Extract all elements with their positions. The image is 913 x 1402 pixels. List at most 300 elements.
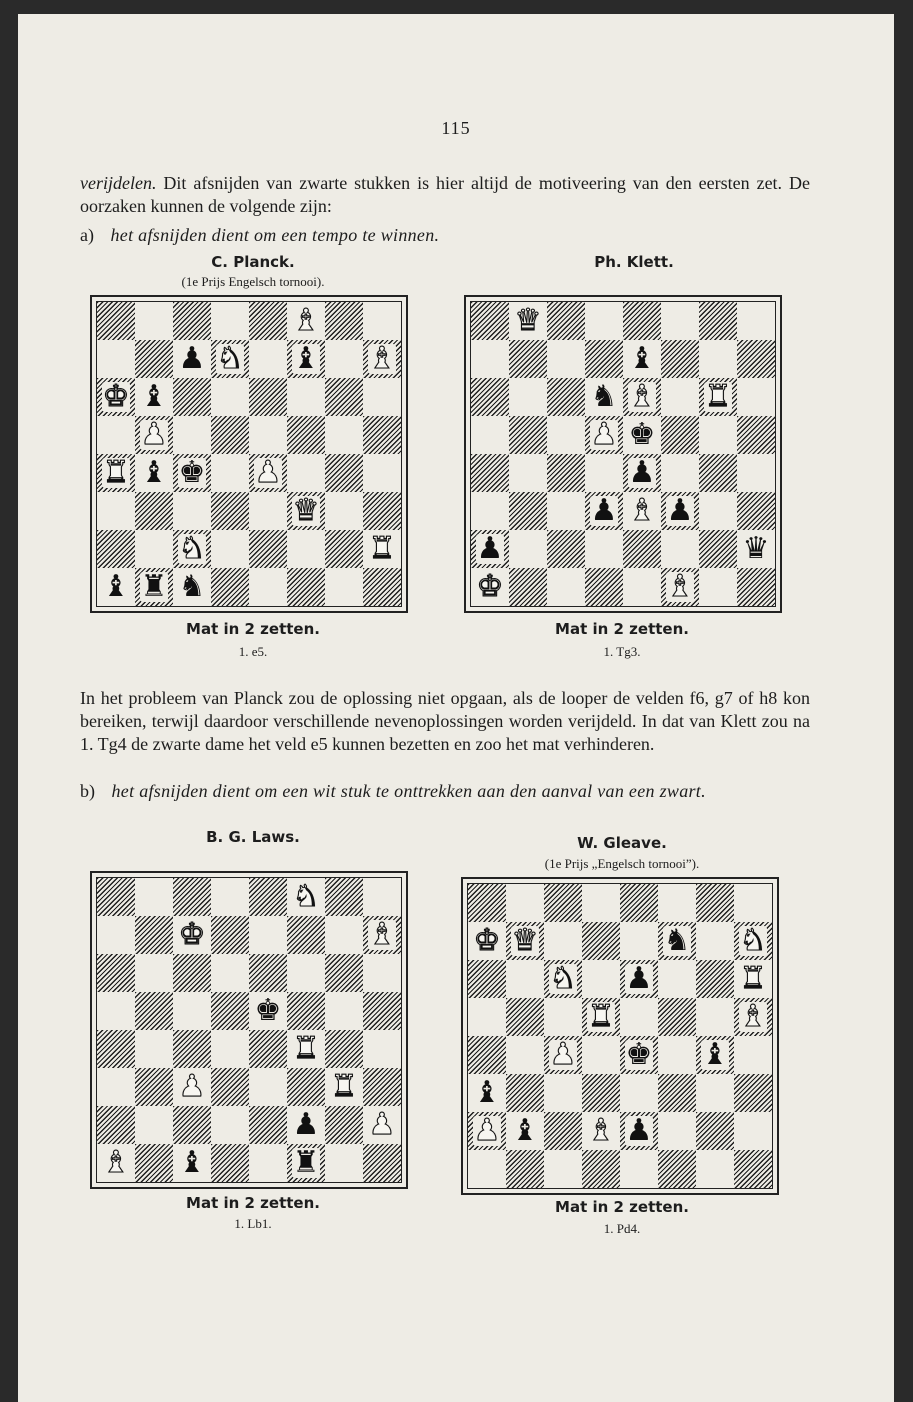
square-c7 (173, 916, 211, 954)
square-d4 (211, 1030, 249, 1068)
item-a (80, 224, 439, 247)
square-h3 (734, 1074, 772, 1112)
problem-4-board (467, 883, 773, 1189)
black-bishop-icon: ♝ (140, 455, 168, 490)
problem-4-solution: 1. Pd4. (603, 1221, 641, 1236)
square-h7 (363, 340, 401, 378)
square-e1 (249, 568, 287, 606)
page-number: 115 (441, 118, 471, 138)
problem-4-board-frame (461, 877, 779, 1195)
square-a5 (471, 416, 509, 454)
square-h4 (363, 1030, 401, 1068)
white-rook-icon: ♜ (330, 1069, 358, 1104)
square-b6 (509, 378, 547, 416)
square-b6 (135, 378, 173, 416)
problem-2-board-frame (464, 295, 782, 613)
white-king-icon: ♚ (102, 379, 130, 414)
square-h6 (734, 960, 772, 998)
square-f2 (287, 1106, 325, 1144)
square-f3 (287, 1068, 325, 1106)
square-h3 (737, 492, 775, 530)
square-f8 (287, 302, 325, 340)
square-a7 (468, 922, 506, 960)
square-d2 (211, 530, 249, 568)
square-d1 (211, 1144, 249, 1182)
square-e7 (623, 340, 661, 378)
square-c2 (173, 530, 211, 568)
square-d8 (585, 302, 623, 340)
square-d5 (585, 416, 623, 454)
square-b1 (135, 568, 173, 606)
square-g2 (325, 530, 363, 568)
square-a6 (97, 954, 135, 992)
square-h6 (737, 378, 775, 416)
square-e3 (623, 492, 661, 530)
square-c3 (544, 1074, 582, 1112)
square-b4 (509, 454, 547, 492)
square-e4 (249, 1030, 287, 1068)
square-h8 (363, 302, 401, 340)
square-f2 (287, 530, 325, 568)
item-a-text: het afsnijden dient om een tempo te winnen. (110, 225, 440, 245)
problem-2-solution: 1. Tg3. (603, 644, 641, 659)
square-f8 (658, 884, 696, 922)
square-c3 (173, 492, 211, 530)
square-c8 (173, 302, 211, 340)
square-d3 (582, 1074, 620, 1112)
square-f4 (658, 1036, 696, 1074)
black-queen-icon: ♛ (742, 531, 770, 566)
black-king-icon: ♚ (254, 993, 282, 1028)
black-bishop-icon: ♝ (473, 1075, 501, 1110)
square-a5 (468, 998, 506, 1036)
square-d6 (585, 378, 623, 416)
square-f8 (287, 878, 325, 916)
square-c2 (173, 1106, 211, 1144)
square-h7 (734, 922, 772, 960)
square-a2 (97, 530, 135, 568)
square-g8 (325, 302, 363, 340)
square-d6 (211, 954, 249, 992)
square-g6 (699, 378, 737, 416)
problem-3-caption: Mat in 2 zetten. (186, 1194, 320, 1212)
square-h2 (737, 530, 775, 568)
square-a5 (97, 992, 135, 1030)
square-c4 (173, 454, 211, 492)
black-pawn-icon: ♟ (666, 493, 694, 528)
square-b7 (506, 922, 544, 960)
square-b8 (506, 884, 544, 922)
square-b3 (506, 1074, 544, 1112)
square-d1 (582, 1150, 620, 1188)
square-c4 (547, 454, 585, 492)
square-d6 (582, 960, 620, 998)
square-e2 (249, 1106, 287, 1144)
square-h3 (363, 1068, 401, 1106)
square-d8 (211, 302, 249, 340)
square-g5 (325, 992, 363, 1030)
white-rook-icon: ♜ (704, 379, 732, 414)
white-pawn-icon: ♟ (549, 1037, 577, 1072)
square-d7 (211, 916, 249, 954)
problem-4-author: W. Gleave. (577, 834, 667, 852)
square-b8 (135, 302, 173, 340)
square-c7 (173, 340, 211, 378)
square-c7 (547, 340, 585, 378)
square-a4 (471, 454, 509, 492)
problem-3-solution: 1. Lb1. (234, 1216, 272, 1231)
black-pawn-icon: ♟ (628, 455, 656, 490)
square-e2 (620, 1112, 658, 1150)
square-e5 (249, 992, 287, 1030)
square-h2 (363, 1106, 401, 1144)
square-c6 (173, 378, 211, 416)
square-e6 (249, 954, 287, 992)
square-f7 (658, 922, 696, 960)
item-b-label: b) (80, 781, 95, 801)
white-rook-icon: ♜ (102, 455, 130, 490)
square-h1 (363, 568, 401, 606)
square-g4 (325, 454, 363, 492)
square-f6 (661, 378, 699, 416)
white-pawn-icon: ♟ (473, 1113, 501, 1148)
square-d8 (582, 884, 620, 922)
square-e6 (620, 960, 658, 998)
white-rook-icon: ♜ (587, 999, 615, 1034)
square-b8 (135, 878, 173, 916)
square-b5 (506, 998, 544, 1036)
black-king-icon: ♚ (178, 455, 206, 490)
square-c4 (173, 1030, 211, 1068)
square-a2 (471, 530, 509, 568)
problem-3-author: B. G. Laws. (206, 828, 300, 846)
square-g2 (696, 1112, 734, 1150)
square-a4 (97, 454, 135, 492)
square-c3 (547, 492, 585, 530)
square-c5 (173, 992, 211, 1030)
problem-1-solution: 1. e5. (238, 644, 268, 659)
square-a6 (97, 378, 135, 416)
problem-1-author: C. Planck. (211, 253, 295, 271)
black-bishop-icon: ♝ (292, 341, 320, 376)
square-h4 (363, 454, 401, 492)
square-f3 (661, 492, 699, 530)
white-queen-icon: ♛ (514, 303, 542, 338)
square-c1 (547, 568, 585, 606)
black-pawn-icon: ♟ (178, 341, 206, 376)
white-knight-icon: ♞ (216, 341, 244, 376)
square-g1 (325, 1144, 363, 1182)
square-a6 (471, 378, 509, 416)
white-queen-icon: ♛ (511, 923, 539, 958)
black-knight-icon: ♞ (178, 569, 206, 604)
square-d3 (211, 1068, 249, 1106)
square-g7 (699, 340, 737, 378)
white-bishop-icon: ♝ (102, 1145, 130, 1180)
square-d7 (582, 922, 620, 960)
square-h2 (734, 1112, 772, 1150)
square-g8 (699, 302, 737, 340)
black-bishop-icon: ♝ (628, 341, 656, 376)
square-b5 (135, 416, 173, 454)
white-pawn-icon: ♟ (590, 417, 618, 452)
square-e5 (623, 416, 661, 454)
square-h4 (734, 1036, 772, 1074)
book-page (18, 14, 894, 1402)
square-a3 (97, 492, 135, 530)
square-c4 (544, 1036, 582, 1074)
white-bishop-icon: ♝ (368, 917, 396, 952)
square-d1 (211, 568, 249, 606)
square-h8 (363, 878, 401, 916)
black-pawn-icon: ♟ (292, 1107, 320, 1142)
square-f4 (661, 454, 699, 492)
square-d4 (211, 454, 249, 492)
square-f6 (287, 378, 325, 416)
square-d5 (582, 998, 620, 1036)
square-h6 (363, 378, 401, 416)
square-e8 (620, 884, 658, 922)
square-c5 (547, 416, 585, 454)
square-g3 (325, 492, 363, 530)
white-knight-icon: ♞ (178, 531, 206, 566)
intro-text: Dit afsnijden van zwarte stukken is hier altijd de motiveering van den eersten zet. De oorzaken kunnen de volgende zijn: (80, 173, 810, 216)
black-rook-icon: ♜ (292, 1145, 320, 1180)
square-f5 (661, 416, 699, 454)
square-b6 (135, 954, 173, 992)
square-f4 (287, 1030, 325, 1068)
square-g4 (699, 454, 737, 492)
square-b7 (135, 340, 173, 378)
square-f1 (287, 568, 325, 606)
square-c1 (173, 1144, 211, 1182)
square-g7 (696, 922, 734, 960)
square-b3 (509, 492, 547, 530)
square-g4 (696, 1036, 734, 1074)
square-h1 (363, 1144, 401, 1182)
square-h5 (363, 992, 401, 1030)
white-bishop-icon: ♝ (292, 303, 320, 338)
square-g1 (696, 1150, 734, 1188)
black-pawn-icon: ♟ (476, 531, 504, 566)
white-king-icon: ♚ (476, 569, 504, 604)
white-queen-icon: ♛ (292, 493, 320, 528)
square-g3 (696, 1074, 734, 1112)
square-g2 (699, 530, 737, 568)
black-pawn-icon: ♟ (625, 1113, 653, 1148)
square-b2 (509, 530, 547, 568)
problem-2-author: Ph. Klett. (594, 253, 674, 271)
square-h5 (737, 416, 775, 454)
square-d4 (582, 1036, 620, 1074)
square-b4 (135, 454, 173, 492)
square-c2 (544, 1112, 582, 1150)
white-rook-icon: ♜ (292, 1031, 320, 1066)
square-b1 (509, 568, 547, 606)
problem-3-board (96, 877, 402, 1183)
black-king-icon: ♚ (625, 1037, 653, 1072)
square-g7 (325, 916, 363, 954)
square-a7 (97, 916, 135, 954)
square-d5 (211, 992, 249, 1030)
square-d2 (582, 1112, 620, 1150)
square-g2 (325, 1106, 363, 1144)
white-pawn-icon: ♟ (178, 1069, 206, 1104)
square-h8 (737, 302, 775, 340)
square-d8 (211, 878, 249, 916)
problem-1-caption: Mat in 2 zetten. (186, 620, 320, 638)
problem-4-subtitle: (1e Prijs „Engelsch tornooi”). (544, 856, 700, 871)
square-a3 (471, 492, 509, 530)
square-b6 (506, 960, 544, 998)
square-f1 (658, 1150, 696, 1188)
square-e4 (620, 1036, 658, 1074)
white-knight-icon: ♞ (739, 923, 767, 958)
square-b3 (135, 1068, 173, 1106)
intro-first-word: verijdelen. (80, 173, 157, 193)
black-rook-icon: ♜ (140, 569, 168, 604)
square-h5 (363, 416, 401, 454)
square-e3 (620, 1074, 658, 1112)
square-h3 (363, 492, 401, 530)
black-king-icon: ♚ (628, 417, 656, 452)
item-a-label: a) (80, 225, 94, 245)
square-h7 (737, 340, 775, 378)
item-b (80, 780, 706, 803)
square-g3 (699, 492, 737, 530)
square-d6 (211, 378, 249, 416)
square-e2 (623, 530, 661, 568)
square-b1 (135, 1144, 173, 1182)
square-g3 (325, 1068, 363, 1106)
square-g6 (696, 960, 734, 998)
square-g1 (699, 568, 737, 606)
problem-1-board (96, 301, 402, 607)
square-b8 (509, 302, 547, 340)
square-f2 (658, 1112, 696, 1150)
square-c8 (544, 884, 582, 922)
middle-paragraph: In het probleem van Planck zou de oplossing niet opgaan, als de looper de velden f6, g7 of h8 kon bereiken, terwijl daardoor verschillende nevenoplossingen worden verijdeld. In dat van Klett zou na 1. Tg4 de zwarte dame het veld e5 kunnen bezetten en zoo het mat verhinderen. (80, 688, 810, 754)
white-pawn-icon: ♟ (368, 1107, 396, 1142)
square-e1 (249, 1144, 287, 1182)
square-f8 (661, 302, 699, 340)
square-c7 (544, 922, 582, 960)
square-e7 (620, 922, 658, 960)
square-f4 (287, 454, 325, 492)
white-rook-icon: ♜ (368, 531, 396, 566)
square-a2 (97, 1106, 135, 1144)
square-h8 (734, 884, 772, 922)
square-f7 (287, 340, 325, 378)
square-b3 (135, 492, 173, 530)
square-b1 (506, 1150, 544, 1188)
square-g1 (325, 568, 363, 606)
black-pawn-icon: ♟ (625, 961, 653, 996)
square-b5 (509, 416, 547, 454)
square-a7 (97, 340, 135, 378)
white-knight-icon: ♞ (549, 961, 577, 996)
white-bishop-icon: ♝ (628, 493, 656, 528)
problem-1-subtitle: (1e Prijs Engelsch tornooi). (181, 274, 325, 289)
square-f1 (287, 1144, 325, 1182)
square-f7 (287, 916, 325, 954)
square-b4 (506, 1036, 544, 1074)
square-b4 (135, 1030, 173, 1068)
square-g6 (325, 378, 363, 416)
square-e8 (249, 878, 287, 916)
white-king-icon: ♚ (473, 923, 501, 958)
square-h7 (363, 916, 401, 954)
problem-1-board-frame (90, 295, 408, 613)
square-c2 (547, 530, 585, 568)
item-b-text: het afsnijden dient om een wit stuk te onttrekken aan den aanval van een zwart. (111, 781, 706, 801)
square-e8 (249, 302, 287, 340)
square-b5 (135, 992, 173, 1030)
square-f7 (661, 340, 699, 378)
black-knight-icon: ♞ (663, 923, 691, 958)
square-f5 (658, 998, 696, 1036)
square-a6 (468, 960, 506, 998)
square-a8 (471, 302, 509, 340)
square-d2 (585, 530, 623, 568)
square-h4 (737, 454, 775, 492)
square-g7 (325, 340, 363, 378)
square-e4 (623, 454, 661, 492)
square-e7 (249, 916, 287, 954)
square-f6 (658, 960, 696, 998)
black-pawn-icon: ♟ (590, 493, 618, 528)
square-a8 (97, 878, 135, 916)
square-g6 (325, 954, 363, 992)
square-c1 (544, 1150, 582, 1188)
square-e3 (249, 492, 287, 530)
square-f1 (661, 568, 699, 606)
square-a1 (471, 568, 509, 606)
white-king-icon: ♚ (178, 917, 206, 952)
white-pawn-icon: ♟ (140, 417, 168, 452)
black-bishop-icon: ♝ (102, 569, 130, 604)
square-h2 (363, 530, 401, 568)
white-bishop-icon: ♝ (587, 1113, 615, 1148)
square-b7 (135, 916, 173, 954)
square-d1 (585, 568, 623, 606)
square-f3 (287, 492, 325, 530)
white-rook-icon: ♜ (739, 961, 767, 996)
square-d2 (211, 1106, 249, 1144)
square-b2 (506, 1112, 544, 1150)
square-f6 (287, 954, 325, 992)
square-c8 (547, 302, 585, 340)
square-d7 (211, 340, 249, 378)
square-d3 (585, 492, 623, 530)
square-b7 (509, 340, 547, 378)
square-a4 (97, 1030, 135, 1068)
square-a8 (468, 884, 506, 922)
square-a8 (97, 302, 135, 340)
square-f5 (287, 992, 325, 1030)
square-g8 (325, 878, 363, 916)
square-c3 (173, 1068, 211, 1106)
white-bishop-icon: ♝ (666, 569, 694, 604)
square-c6 (544, 960, 582, 998)
square-e2 (249, 530, 287, 568)
problem-3-board-frame (90, 871, 408, 1189)
square-h6 (363, 954, 401, 992)
square-g5 (699, 416, 737, 454)
square-c1 (173, 568, 211, 606)
square-e6 (623, 378, 661, 416)
square-g4 (325, 1030, 363, 1068)
